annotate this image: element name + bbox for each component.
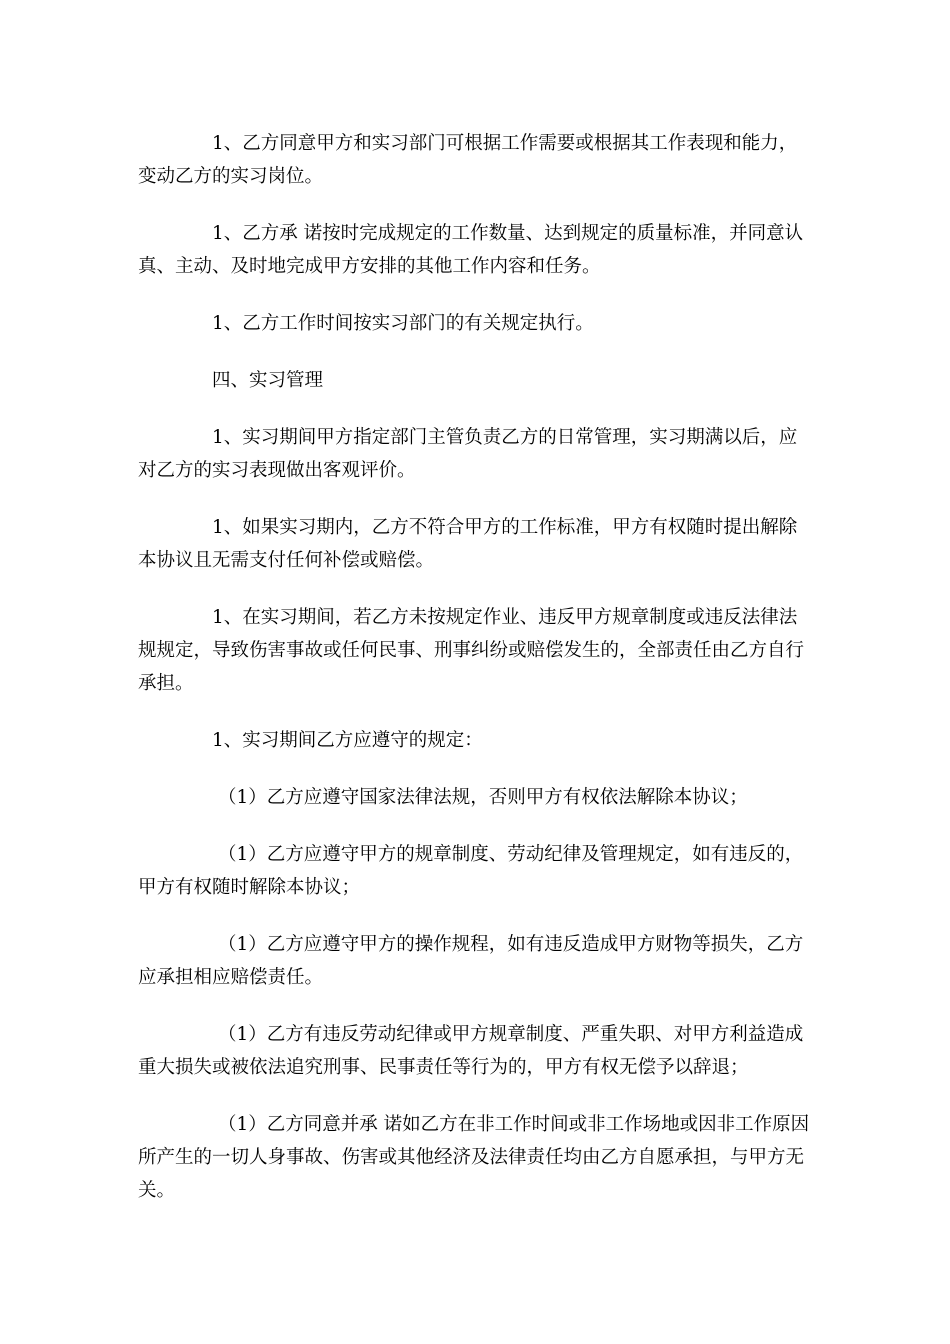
clause-rules-intro: 1、实习期间乙方应遵守的规定： (212, 730, 483, 751)
rule-dismissal: （1）乙方有违反劳动纪律或甲方规章制度、严重失职、对甲方利益造成重大损失或被依法追究刑事、民事责任等行为的，甲方有权无偿予以辞退； (138, 1024, 804, 1078)
rule-self-responsibility: （1）乙方同意并承 诺如乙方在非工作时间或非工作场地或因非工作原因所产生的一切人身事故、伤害或其他经济及法律责任均由乙方自愿承担，与甲方无关。 (138, 1114, 810, 1201)
rule-national-law: （1）乙方应遵守国家法律法规，否则甲方有权依法解除本协议； (218, 787, 748, 808)
clause-termination-standard: 1、如果实习期内，乙方不符合甲方的工作标准，甲方有权随时提出解除本协议且无需支付任何补偿或赔偿。 (138, 517, 798, 571)
clause-work-commitment: 1、乙方承 诺按时完成规定的工作数量、达到规定的质量标准，并同意认真、主动、及时地完成甲方安排的其他工作内容和任务。 (138, 223, 804, 277)
clause-supervisor-evaluation: 1、实习期间甲方指定部门主管负责乙方的日常管理，实习期满以后，应对乙方的实习表现做出客观评价。 (138, 427, 798, 481)
rule-company-regulations: （1）乙方应遵守甲方的规章制度、劳动纪律及管理规定，如有违反的，甲方有权随时解除本协议； (138, 844, 804, 898)
clause-job-reassignment: 1、乙方同意甲方和实习部门可根据工作需要或根据其工作表现和能力，变动乙方的实习岗位。 (138, 133, 798, 187)
section-heading-internship-management: 四、实习管理 (212, 370, 324, 391)
rule-operating-procedures: （1）乙方应遵守甲方的操作规程，如有违反造成甲方财物等损失，乙方应承担相应赔偿责任。 (138, 934, 804, 988)
clause-working-hours: 1、乙方工作时间按实习部门的有关规定执行。 (212, 313, 594, 334)
document-body (138, 127, 810, 1231)
clause-liability: 1、在实习期间，若乙方未按规定作业、违反甲方规章制度或违反法律法规规定，导致伤害事故或任何民事、刑事纠纷或赔偿发生的，全部责任由乙方自行承担。 (138, 607, 805, 694)
